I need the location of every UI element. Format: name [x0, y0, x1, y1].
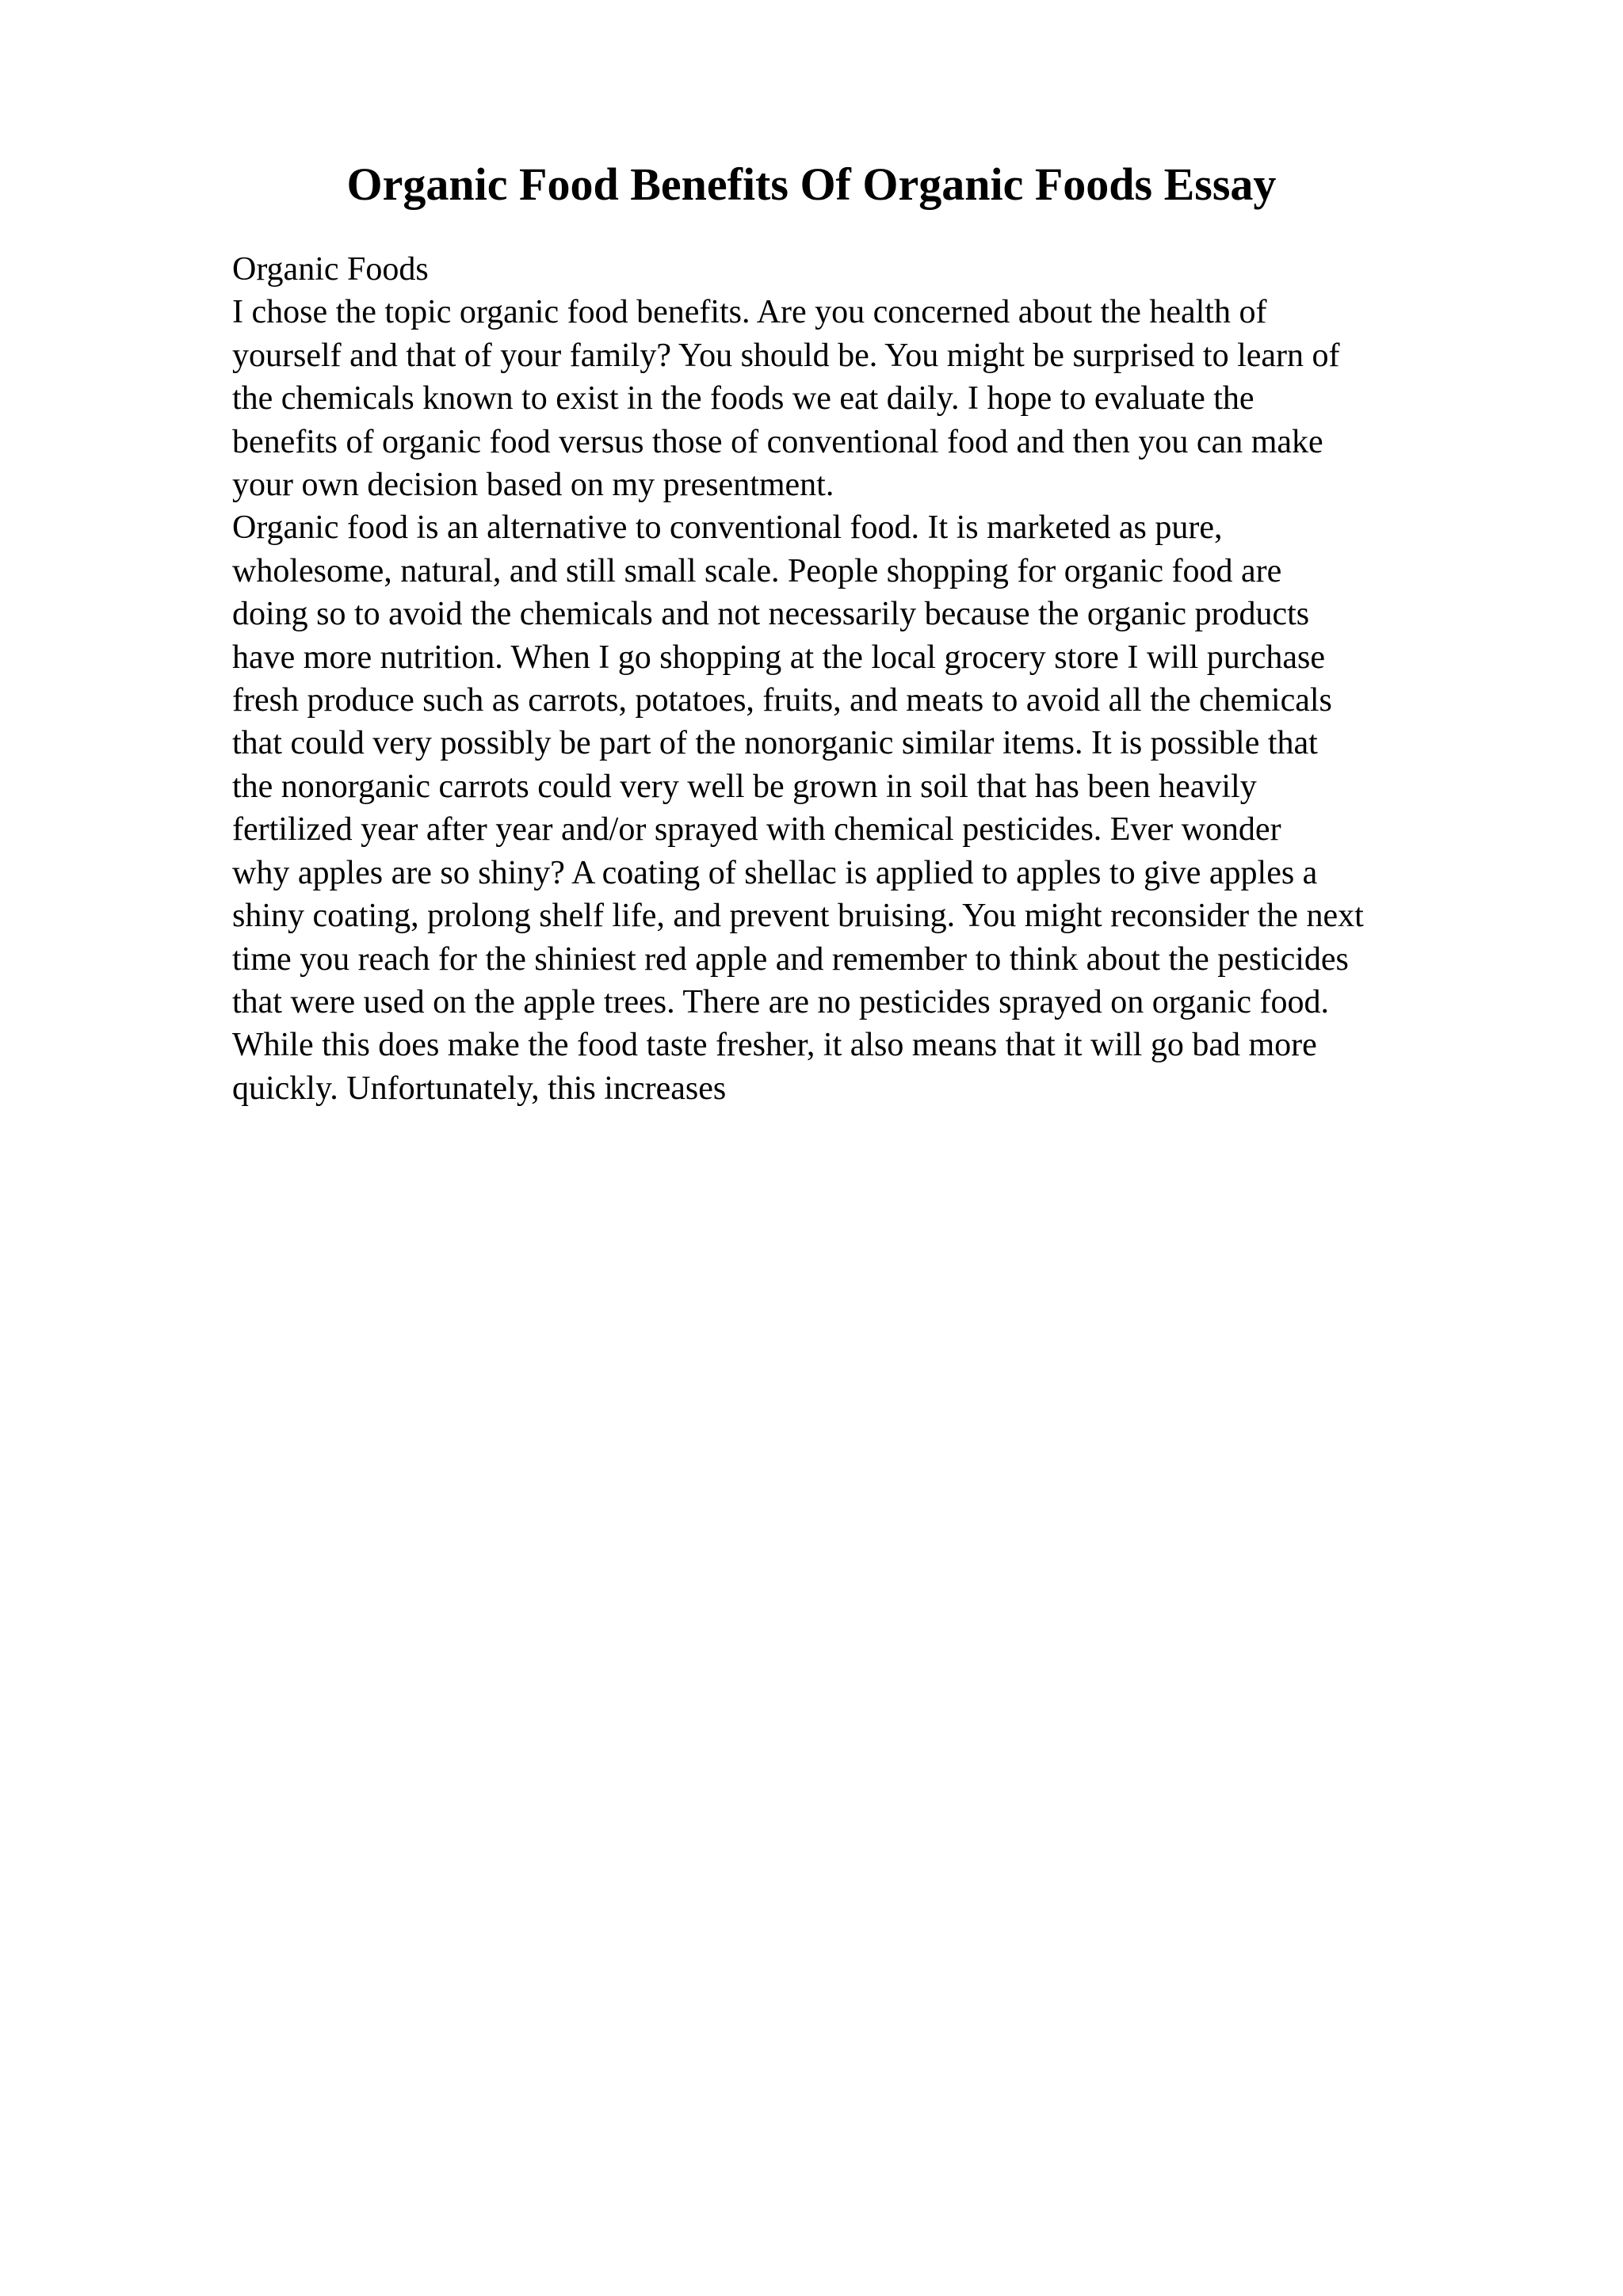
text-line: have more nutrition. When I go shopping at the local grocery store I will purchase [232, 639, 1325, 676]
text-line: why apples are so shiny? A coating of shellac is applied to apples to give apples a [232, 854, 1318, 891]
text-line: that were used on the apple trees. There are no pesticides sprayed on organic food. [232, 983, 1329, 1020]
text-line: the chemicals known to exist in the foods we eat daily. I hope to evaluate the [232, 380, 1254, 418]
text-line: Organic Foods [232, 251, 429, 288]
text-line: benefits of organic food versus those of conventional food and then you can make [232, 423, 1323, 460]
text-line: that could very possibly be part of the nonorganic similar items. It is possible that [232, 725, 1318, 762]
text-line: While this does make the food taste fresher, it also means that it will go bad more [232, 1027, 1317, 1064]
text-line: time you reach for the shiniest red apple and remember to think about the pesticides [232, 940, 1349, 978]
text-line: I chose the topic organic food benefits. Are you concerned about the health of [232, 294, 1267, 331]
text-line: Organic food is an alternative to conventional food. It is marketed as pure, [232, 509, 1223, 547]
text-line: fertilized year after year and/or sprayed with chemical pesticides. Ever wonder [232, 811, 1281, 849]
text-line: fresh produce such as carrots, potatoes, fruits, and meats to avoid all the chemicals [232, 682, 1332, 719]
document-title: Organic Food Benefits Of Organic Foods Essay [346, 158, 1277, 210]
document-body [232, 248, 1516, 1110]
text-line: the nonorganic carrots could very well be grown in soil that has been heavily [232, 768, 1257, 805]
text-line: yourself and that of your family? You should be. You might be surprised to learn of [232, 337, 1340, 374]
text-line: doing so to avoid the chemicals and not necessarily because the organic products [232, 596, 1310, 633]
text-line: quickly. Unfortunately, this increases [232, 1070, 727, 1107]
text-line: shiny coating, prolong shelf life, and prevent bruising. You might reconsider the next [232, 898, 1364, 935]
text-line: your own decision based on my presentment. [232, 467, 834, 504]
text-line: wholesome, natural, and still small scale. People shopping for organic food are [232, 552, 1282, 589]
